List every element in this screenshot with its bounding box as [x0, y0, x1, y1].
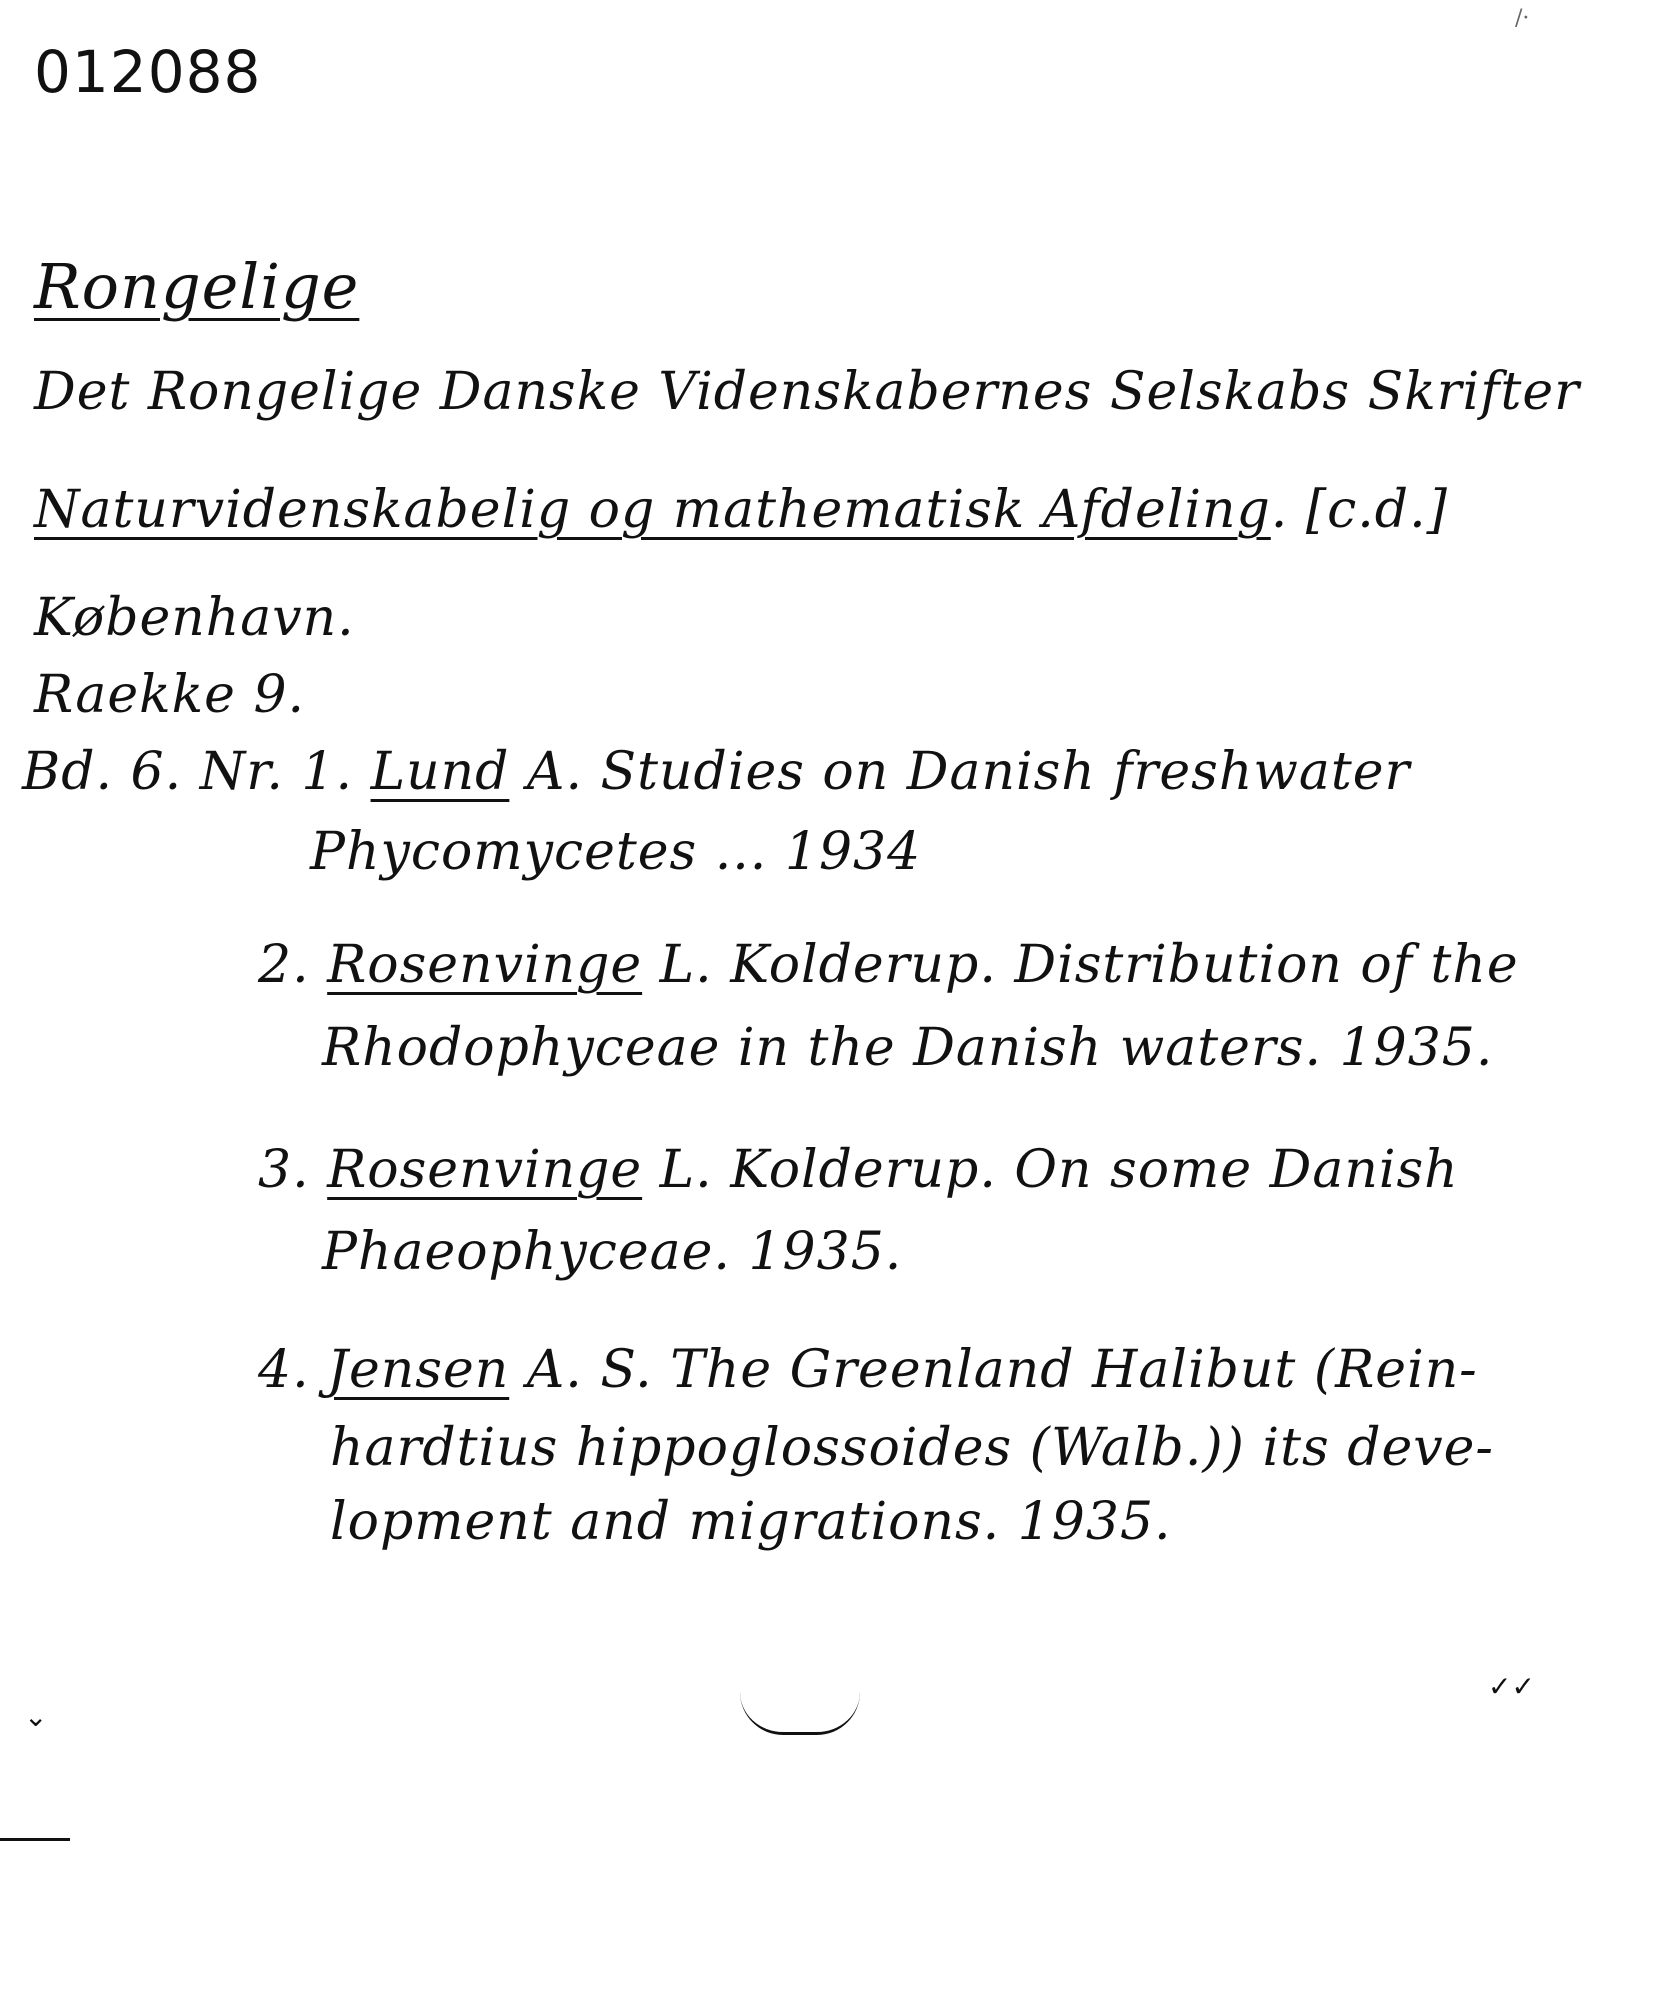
pencil-curve-mark	[740, 1692, 860, 1735]
entry-3-author: Rosenvinge	[327, 1140, 643, 1200]
entry-3-text-1: L. Kolderup. On some Danish	[642, 1140, 1459, 1200]
edge-dash-mark	[0, 1838, 70, 1841]
entry-4-line-1	[258, 1340, 1478, 1400]
entry-2-label: 2.	[258, 935, 310, 995]
entry-2-line-2: Rhodophyceae in the Danish waters. 1935.	[322, 1018, 1494, 1078]
entry-2-line-1	[258, 935, 1519, 995]
entry-2-author: Rosenvinge	[327, 935, 643, 995]
place: København.	[34, 588, 355, 648]
entry-4-line-3: lopment and migrations. 1935.	[330, 1492, 1172, 1552]
check-tick-mark: ✓✓	[1488, 1670, 1535, 1703]
entry-1-label: Bd. 6. Nr. 1.	[22, 742, 354, 802]
series: Raekke 9.	[34, 665, 306, 725]
entry-4-text-1: A. S. The Greenland Halibut (Rein-	[509, 1340, 1478, 1400]
title-line-2	[34, 480, 1448, 540]
title-line-2-main: Naturvidenskabelig og mathematisk Afdeling	[34, 480, 1271, 540]
entry-3-line-2: Phaeophyceae. 1935.	[322, 1222, 903, 1282]
entry-4-line-2: hardtius hippoglossoides (Walb.)) its deve-	[330, 1418, 1494, 1478]
entry-1-line-1	[22, 742, 1410, 802]
entry-3-line-1	[258, 1140, 1459, 1200]
title-line-2-suffix: . [c.d.]	[1270, 480, 1448, 540]
catalog-number: 012088	[34, 38, 262, 106]
entry-2-text-1: L. Kolderup. Distribution of the	[642, 935, 1519, 995]
entry-4-label: 4.	[258, 1340, 310, 1400]
corner-mark: ⌄	[24, 1700, 48, 1733]
entry-3-label: 3.	[258, 1140, 310, 1200]
entry-1-author: Lund	[370, 742, 510, 802]
entry-1-line-2: Phycomycetes ... 1934	[310, 822, 922, 882]
entry-1-text-1: A. Studies on Danish freshwater	[509, 742, 1411, 802]
title-line-1: Det Rongelige Danske Videnskabernes Selskabs Skrifter	[34, 362, 1580, 422]
top-right-mark: /·	[1515, 6, 1530, 31]
heading: Rongelige	[34, 250, 360, 323]
entry-4-author: Jensen	[327, 1340, 510, 1400]
